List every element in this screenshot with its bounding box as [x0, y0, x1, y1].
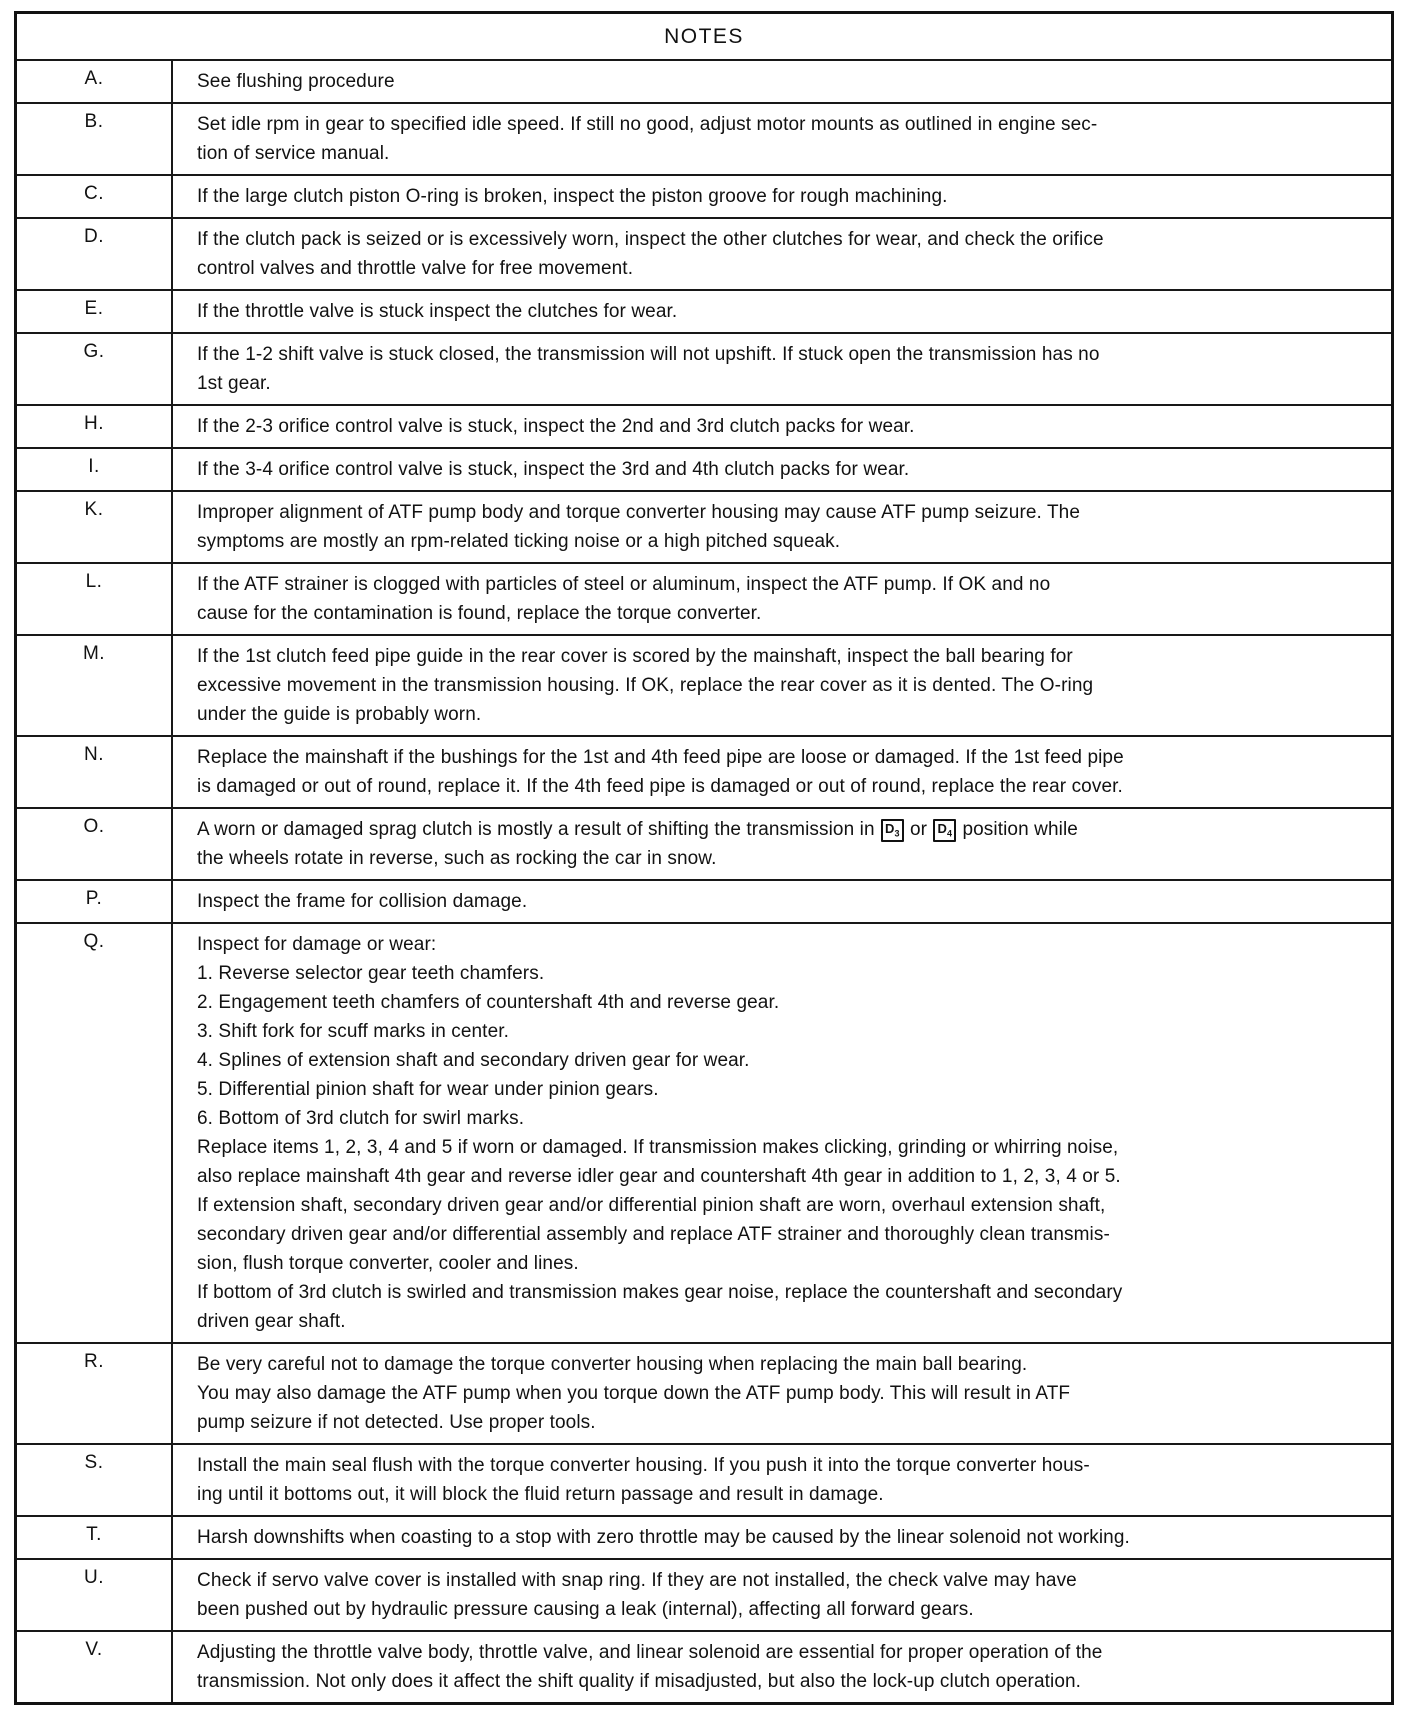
note-label: S. — [16, 1444, 173, 1516]
note-label: K. — [16, 491, 173, 563]
note-row-q — [16, 923, 1393, 1343]
note-line — [197, 570, 1379, 599]
note-text: been pushed out by hydraulic pressure causing a leak (internal), affecting all forward gears. — [197, 1599, 974, 1620]
note-line — [197, 1133, 1379, 1162]
note-line — [197, 815, 1379, 844]
note-line — [197, 1480, 1379, 1509]
note-row-v — [16, 1631, 1393, 1704]
notes-title: NOTES — [16, 13, 1393, 61]
note-label: H. — [16, 405, 173, 448]
note-label: G. — [16, 333, 173, 405]
note-line — [197, 225, 1379, 254]
note-text: Replace items 1, 2, 3, 4 and 5 if worn or damaged. If transmission makes clicking, grinding or whirring noise, — [197, 1137, 1119, 1158]
note-content — [172, 218, 1393, 290]
note-line — [197, 1017, 1379, 1046]
note-line — [197, 743, 1379, 772]
note-row-i — [16, 448, 1393, 491]
note-text: excessive movement in the transmission housing. If OK, replace the rear cover as it is dented. The O-ring — [197, 675, 1094, 696]
note-text: Set idle rpm in gear to specified idle speed. If still no good, adjust motor mounts as outlined in engine sec- — [197, 114, 1098, 135]
note-text: 1. Reverse selector gear teeth chamfers. — [197, 963, 545, 984]
note-line — [197, 772, 1379, 801]
note-content — [172, 808, 1393, 880]
note-text: Inspect for damage or wear: — [197, 934, 437, 955]
note-text: or — [904, 819, 933, 840]
note-row-e — [16, 290, 1393, 333]
note-line — [197, 1104, 1379, 1133]
note-text: If the throttle valve is stuck inspect the clutches for wear. — [197, 301, 678, 322]
note-content — [172, 1559, 1393, 1631]
note-text: Inspect the frame for collision damage. — [197, 891, 528, 912]
notes-table — [14, 11, 1394, 1705]
note-line — [197, 455, 1379, 484]
note-content — [172, 1516, 1393, 1559]
note-text: Check if servo valve cover is installed with snap ring. If they are not installed, the check valve may have — [197, 1570, 1077, 1591]
note-row-o — [16, 808, 1393, 880]
note-label: M. — [16, 635, 173, 736]
note-line — [197, 1638, 1379, 1667]
note-text: 2. Engagement teeth chamfers of countershaft 4th and reverse gear. — [197, 992, 780, 1013]
note-label: O. — [16, 808, 173, 880]
note-line — [197, 844, 1379, 873]
note-line — [197, 67, 1379, 96]
note-line — [197, 1075, 1379, 1104]
note-label: N. — [16, 736, 173, 808]
notes-header-row — [16, 13, 1393, 61]
note-line — [197, 959, 1379, 988]
note-row-r — [16, 1343, 1393, 1444]
note-content — [172, 1444, 1393, 1516]
note-line — [197, 1249, 1379, 1278]
note-label: B. — [16, 103, 173, 175]
note-label: U. — [16, 1559, 173, 1631]
note-content — [172, 1343, 1393, 1444]
note-line — [197, 1523, 1379, 1552]
note-content — [172, 491, 1393, 563]
note-row-p — [16, 880, 1393, 923]
note-line — [197, 1191, 1379, 1220]
note-line — [197, 182, 1379, 211]
note-label: A. — [16, 60, 173, 103]
note-line — [197, 700, 1379, 729]
note-text: pump seizure if not detected. Use proper tools. — [197, 1412, 596, 1433]
note-line — [197, 1162, 1379, 1191]
note-line — [197, 988, 1379, 1017]
note-row-n — [16, 736, 1393, 808]
note-line — [197, 139, 1379, 168]
note-line — [197, 369, 1379, 398]
note-line — [197, 1220, 1379, 1249]
note-content — [172, 563, 1393, 635]
note-text: ing until it bottoms out, it will block the fluid return passage and result in damage. — [197, 1484, 884, 1505]
note-text: driven gear shaft. — [197, 1311, 346, 1332]
note-content — [172, 103, 1393, 175]
note-text: 4. Splines of extension shaft and secondary driven gear for wear. — [197, 1050, 750, 1071]
note-label: T. — [16, 1516, 173, 1559]
note-row-h — [16, 405, 1393, 448]
note-content — [172, 880, 1393, 923]
note-text: tion of service manual. — [197, 143, 390, 164]
note-line — [197, 340, 1379, 369]
note-text: Harsh downshifts when coasting to a stop with zero throttle may be caused by the linear solenoid not working. — [197, 1527, 1130, 1548]
note-content — [172, 448, 1393, 491]
note-text: 5. Differential pinion shaft for wear under pinion gears. — [197, 1079, 659, 1100]
note-line — [197, 110, 1379, 139]
note-line — [197, 254, 1379, 283]
note-label: V. — [16, 1631, 173, 1704]
note-text: symptoms are mostly an rpm-related ticking noise or a high pitched squeak. — [197, 531, 841, 552]
note-line — [197, 1379, 1379, 1408]
note-text: Adjusting the throttle valve body, throttle valve, and linear solenoid are essential for proper operation of the — [197, 1642, 1103, 1663]
note-line — [197, 599, 1379, 628]
note-text: You may also damage the ATF pump when you torque down the ATF pump body. This will result in ATF — [197, 1383, 1071, 1404]
note-line — [197, 1307, 1379, 1336]
note-row-g — [16, 333, 1393, 405]
note-row-a — [16, 60, 1393, 103]
note-text: If the ATF strainer is clogged with particles of steel or aluminum, inspect the ATF pump. If OK and no — [197, 574, 1051, 595]
note-row-u — [16, 1559, 1393, 1631]
note-text: secondary driven gear and/or differential assembly and replace ATF strainer and thoroughly clean transmis- — [197, 1224, 1110, 1245]
note-content — [172, 923, 1393, 1343]
note-text: 1st gear. — [197, 373, 271, 394]
note-label: P. — [16, 880, 173, 923]
note-text: Be very careful not to damage the torque converter housing when replacing the main ball bearing. — [197, 1354, 1028, 1375]
note-row-d — [16, 218, 1393, 290]
note-text: the wheels rotate in reverse, such as rocking the car in snow. — [197, 848, 717, 869]
note-text: 3. Shift fork for scuff marks in center. — [197, 1021, 509, 1042]
note-line — [197, 297, 1379, 326]
notes-rows — [16, 60, 1393, 1704]
note-content — [172, 60, 1393, 103]
note-text: 6. Bottom of 3rd clutch for swirl marks. — [197, 1108, 525, 1129]
note-line — [197, 642, 1379, 671]
note-label: Q. — [16, 923, 173, 1343]
note-row-c — [16, 175, 1393, 218]
note-content — [172, 333, 1393, 405]
note-label: C. — [16, 175, 173, 218]
note-row-t — [16, 1516, 1393, 1559]
note-label: D. — [16, 218, 173, 290]
note-text: under the guide is probably worn. — [197, 704, 482, 725]
note-row-s — [16, 1444, 1393, 1516]
note-text: control valves and throttle valve for free movement. — [197, 258, 634, 279]
note-text: Replace the mainshaft if the bushings for the 1st and 4th feed pipe are loose or damaged. If the 1st feed pipe — [197, 747, 1124, 768]
note-line — [197, 1408, 1379, 1437]
note-text: If the 2-3 orifice control valve is stuck, inspect the 2nd and 3rd clutch packs for wear. — [197, 416, 915, 437]
note-line — [197, 412, 1379, 441]
note-text: If the 1-2 shift valve is stuck closed, the transmission will not upshift. If stuck open the transmission has no — [197, 344, 1100, 365]
note-text: If bottom of 3rd clutch is swirled and transmission makes gear noise, replace the countershaft and secondary — [197, 1282, 1123, 1303]
note-label: L. — [16, 563, 173, 635]
shift-position-indicator-d4: $D_4$ — [933, 819, 956, 842]
note-text: If the 1st clutch feed pipe guide in the rear cover is scored by the mainshaft, inspect the ball bearing for — [197, 646, 1073, 667]
note-text: Improper alignment of ATF pump body and torque converter housing may cause ATF pump seizure. The — [197, 502, 1080, 523]
note-content — [172, 1631, 1393, 1704]
note-text: If the 3-4 orifice control valve is stuck, inspect the 3rd and 4th clutch packs for wear. — [197, 459, 910, 480]
note-line — [197, 1046, 1379, 1075]
note-text: If extension shaft, secondary driven gear and/or differential pinion shaft are worn, overhaul extension shaft, — [197, 1195, 1106, 1216]
note-label: R. — [16, 1343, 173, 1444]
note-line — [197, 1350, 1379, 1379]
note-line — [197, 671, 1379, 700]
note-content — [172, 405, 1393, 448]
note-text: Install the main seal flush with the torque converter housing. If you push it into the torque converter hous- — [197, 1455, 1090, 1476]
note-row-k — [16, 491, 1393, 563]
note-line — [197, 1278, 1379, 1307]
note-content — [172, 635, 1393, 736]
note-text: position while — [957, 819, 1078, 840]
note-text: transmission. Not only does it affect the shift quality if misadjusted, but also the lock-up clutch operation. — [197, 1671, 1082, 1692]
note-row-m — [16, 635, 1393, 736]
note-line — [197, 498, 1379, 527]
shift-position-indicator-d3: $D_3$ — [881, 819, 904, 842]
note-line — [197, 527, 1379, 556]
note-text: If the clutch pack is seized or is excessively worn, inspect the other clutches for wear, and check the orifice — [197, 229, 1104, 250]
note-text: is damaged or out of round, replace it. If the 4th feed pipe is damaged or out of round, replace the rear cover. — [197, 776, 1123, 797]
note-content — [172, 290, 1393, 333]
note-row-l — [16, 563, 1393, 635]
note-text: If the large clutch piston O-ring is broken, inspect the piston groove for rough machining. — [197, 186, 948, 207]
note-label: I. — [16, 448, 173, 491]
note-line — [197, 1451, 1379, 1480]
note-line — [197, 887, 1379, 916]
note-label: E. — [16, 290, 173, 333]
note-content — [172, 736, 1393, 808]
note-line — [197, 1566, 1379, 1595]
note-text: cause for the contamination is found, replace the torque converter. — [197, 603, 762, 624]
note-content — [172, 175, 1393, 218]
note-text: See flushing procedure — [197, 71, 395, 92]
note-line — [197, 930, 1379, 959]
note-row-b — [16, 103, 1393, 175]
note-text: A worn or damaged sprag clutch is mostly a result of shifting the transmission in — [197, 819, 881, 840]
note-line — [197, 1595, 1379, 1624]
note-text: also replace mainshaft 4th gear and reverse idler gear and countershaft 4th gear in addition to 1, 2, 3, 4 or 5. — [197, 1166, 1121, 1187]
note-text: sion, flush torque converter, cooler and lines. — [197, 1253, 579, 1274]
note-line — [197, 1667, 1379, 1696]
